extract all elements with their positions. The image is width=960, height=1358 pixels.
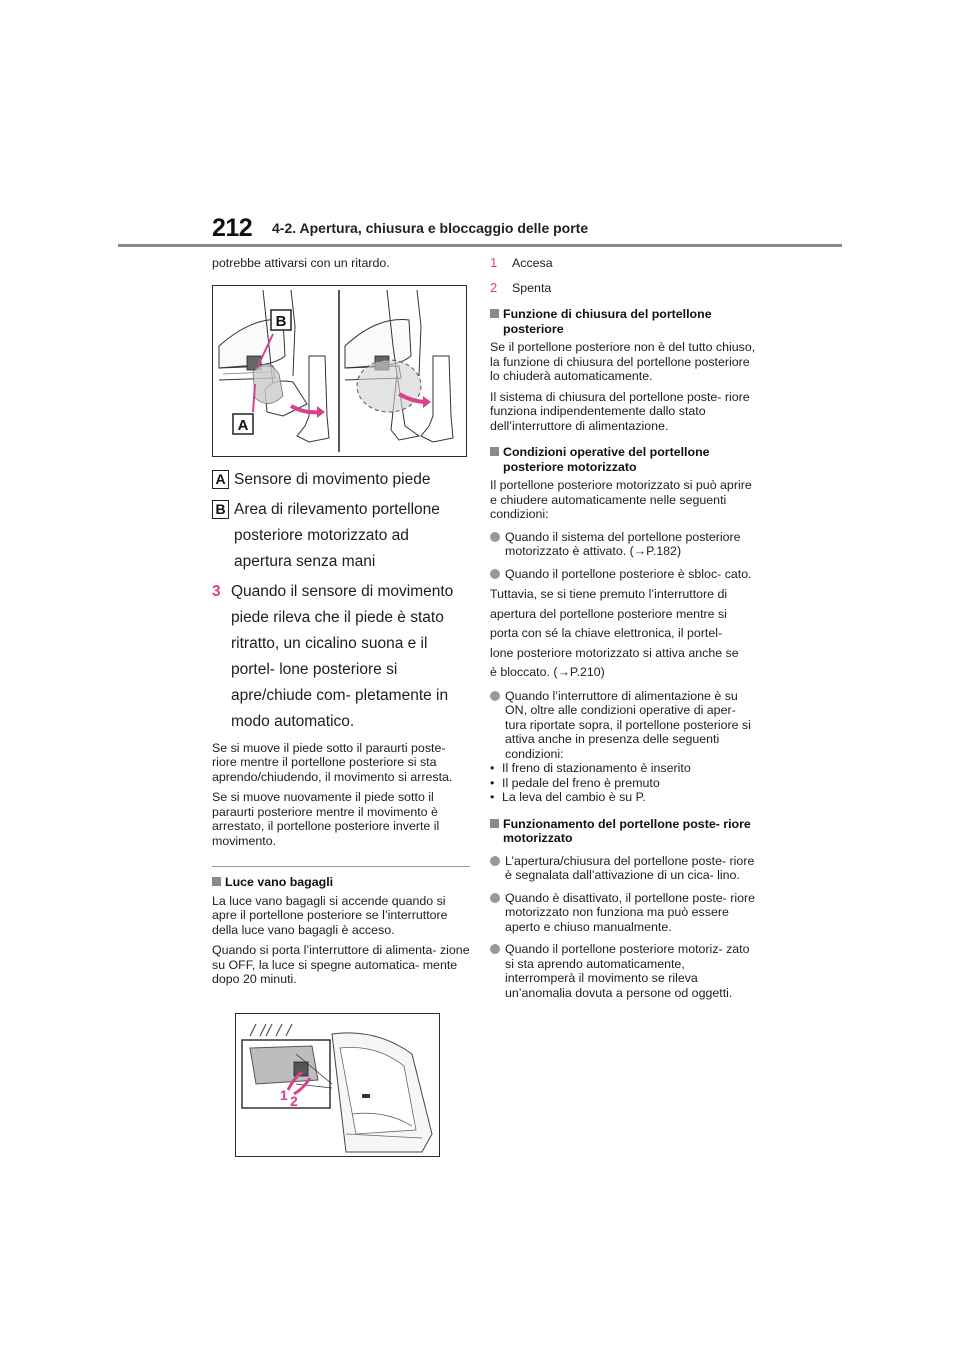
- intro-text: potrebbe attivarsi con un ritardo.: [212, 256, 390, 270]
- header-rule: [118, 244, 842, 247]
- step-number: 3: [212, 582, 221, 600]
- subhead-luce: [212, 875, 470, 890]
- subhead-funzionamento: [490, 817, 758, 846]
- tuttavia-line: apertura del portellone posteriore mentre si: [490, 606, 727, 621]
- funzione-paragraph: Il sistema di chiusura del portellone poste- riore funziona indipendentemente dallo stato dell’interruttore di alimentazione.: [490, 389, 750, 433]
- bullet-text: Quando l’interruttore di alimentazione è su ON, oltre alle condizioni operative di aper- tura riportate sopra, il portellone posteriore si attiva anche in presenza delle seguenti condizioni:: [505, 688, 751, 761]
- square-bullet-icon: [212, 877, 221, 886]
- switch-item-text: Accesa: [512, 256, 553, 270]
- step-3: [212, 579, 470, 735]
- switch-item-number: 2: [490, 279, 498, 295]
- tuttavia-paragraph: [490, 585, 758, 683]
- tuttavia-line: Tuttavia, se si tiene premuto l’interruttore di: [490, 587, 728, 601]
- subhead-text: Funzionamento del portellone poste- riore motorizzato: [503, 816, 751, 845]
- square-bullet-icon: [490, 819, 499, 828]
- round-bullet-icon: [490, 691, 500, 701]
- funzionamento-bullet: [490, 891, 758, 935]
- figure-label-2: 2: [290, 1092, 298, 1109]
- right-column: [490, 256, 758, 1000]
- square-bullet-icon: [490, 447, 499, 456]
- subhead-text: Funzione di chiusura del portellone posteriore: [503, 307, 712, 336]
- luce-paragraph: Quando si porta l’interruttore di alimenta- zione su OFF, la luce si spegne automatica- mente dopo 20 minuti.: [212, 943, 470, 986]
- funzionamento-bullet: [490, 942, 758, 1000]
- figure-label-b: B: [275, 312, 287, 330]
- tuttavia-line: lone posteriore motorizzato si attiva anche se: [490, 645, 739, 660]
- square-bullet-icon: [490, 309, 499, 318]
- legend-text-a: Sensore di movimento piede: [234, 470, 431, 488]
- switch-item-number: 1: [490, 255, 498, 270]
- sub-bullet-item: • La leva del cambio è su P.: [490, 790, 646, 804]
- subhead-condizioni: [490, 445, 758, 474]
- figure-label-a: A: [237, 416, 249, 434]
- sub-bullet-text: Il freno di stazionamento è inserito: [502, 761, 691, 775]
- luce-paragraph: La luce vano bagagli si accende quando si apre il portellone posteriore se l’interruttore della luce vano bagagli è acceso.: [212, 893, 448, 937]
- round-bullet-icon: [490, 893, 500, 903]
- switch-item-on: [490, 256, 758, 271]
- condizioni-intro: Il portellone posteriore motorizzato si può aprire e chiudere automaticamente nelle seguenti condizioni:: [490, 478, 752, 521]
- bullet-text: Quando il portellone posteriore è sbloc- cato.: [505, 566, 752, 581]
- subhead-text: Luce vano bagagli: [225, 875, 334, 889]
- condizioni-bullet: [490, 567, 758, 582]
- foot-sensor-drawing: [213, 286, 466, 456]
- round-bullet-icon: [490, 569, 500, 579]
- subhead-funzione: [490, 307, 758, 336]
- step-text: Quando il sensore di movimento piede rileva che il piede è stato ritratto, un cicalino suona e il portel- lone posteriore si apre/chiude com- pletamente in modo automatico.: [231, 582, 454, 730]
- round-bullet-icon: [490, 856, 500, 866]
- legend-text-b: Area di rilevamento portellone posteriore motorizzato ad apertura senza mani: [234, 500, 440, 570]
- sub-bullet-item: • Il pedale del freno è premuto: [490, 775, 660, 790]
- tuttavia-line: è bloccato. (→P.210): [490, 665, 605, 679]
- switch-item-text: Spenta: [512, 280, 552, 295]
- note-paragraph: Se si muove nuovamente il piede sotto il paraurti posteriore mentre il movimento è arrestato, il portellone posteriore inverte il movimento.: [212, 790, 440, 848]
- legend-item-a: [212, 467, 470, 493]
- bullet-text: Quando il portellone posteriore motoriz- zato si sta aprendo automaticamente, interromperà il movimento se rileva un’anomalia dovuta a persone od oggetti.: [505, 942, 750, 1000]
- funzionamento-bullet: [490, 854, 758, 883]
- condizioni-bullet: [490, 689, 758, 762]
- section-title: 4-2. Apertura, chiusura e bloccaggio delle porte: [272, 220, 589, 236]
- bullet-text: Quando il sistema del portellone posteriore motorizzato è attivato. (→P.182): [505, 529, 741, 558]
- luggage-light-illustration: [235, 1013, 440, 1157]
- switch-item-off: [490, 281, 758, 296]
- legend-key-a: A: [212, 470, 229, 489]
- page-header: [0, 0, 960, 250]
- page-number: 212: [212, 214, 253, 242]
- bullet-text: Quando è disattivato, il portellone poste- riore motorizzato non funziona ma può essere aperto e chiuso manualmente.: [505, 890, 756, 934]
- section-divider: [212, 866, 470, 867]
- left-column: [212, 256, 470, 1157]
- legend-key-b: B: [212, 500, 229, 519]
- round-bullet-icon: [490, 944, 500, 954]
- funzione-paragraph: Se il portellone posteriore non è del tutto chiuso, la funzione di chiusura del portellone posteriore lo chiuderà automaticamente.: [490, 340, 756, 383]
- sub-bullet-text: Il pedale del freno è premuto: [502, 775, 660, 790]
- legend-item-b: [212, 497, 470, 575]
- subhead-text: Condizioni operative del portellone posteriore motorizzato: [503, 445, 710, 474]
- round-bullet-icon: [490, 532, 500, 542]
- condizioni-bullet: [490, 530, 758, 559]
- sub-bullet-text: La leva del cambio è su P.: [502, 790, 646, 804]
- figure-label-1: 1: [280, 1086, 288, 1103]
- bullet-text: L’apertura/chiusura del portellone poste- riore è segnalata dall’attivazione di un cica- lino.: [505, 853, 755, 882]
- sub-bullet-item: • Il freno di stazionamento è inserito: [490, 761, 691, 775]
- note-paragraph: Se si muove il piede sotto il paraurti poste- riore mentre il portellone posteriore si sta aprendo/chiudendo, il movimento si arresta.: [212, 740, 453, 784]
- foot-sensor-illustration: [212, 285, 467, 457]
- tuttavia-line: porta con sé la chiave elettronica, il portel-: [490, 626, 723, 640]
- luggage-light-drawing: [236, 1014, 439, 1156]
